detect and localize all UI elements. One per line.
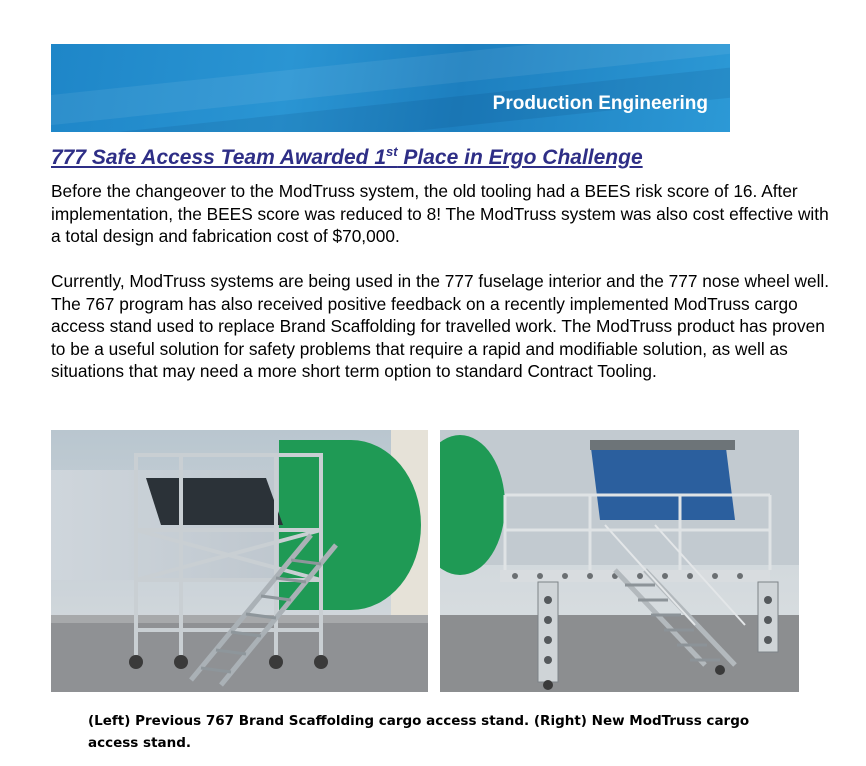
photo-caption: (Left) Previous 767 Brand Scaffolding cargo access stand. (Right) New ModTruss cargo access stand.	[88, 713, 750, 751]
headline-rest: Place in Ergo Challenge	[397, 146, 643, 169]
header-banner	[51, 44, 730, 132]
paragraph-bees-score: Before the changeover to the ModTruss system, the old tooling had a BEES risk score of 16. After implementation, the BEES score was reduced to 8! The ModTruss system was also cost effective with a total design and fabrication cost of $70,000.	[51, 181, 829, 246]
paragraph-current-usage: Currently, ModTruss systems are being used in the 777 fuselage interior and the 777 nose wheel well. The 767 program has also received positive feedback on a recently implemented ModTruss cargo access stand used to replace Brand Scaffolding for travelled work. The ModTruss product has proven to be a useful solution for safety problems that require a rapid and modifiable solution, as well as situations that may need a more short term option to standard Contract Tooling.	[51, 271, 830, 381]
photo-modtruss-stand	[440, 430, 799, 692]
banner-title: Production Engineering	[492, 93, 708, 114]
article-headline	[51, 144, 771, 170]
headline-main: 777 Safe Access Team Awarded 1	[51, 146, 387, 169]
photo-brand-scaffolding	[51, 430, 428, 692]
headline-superscript: st	[386, 144, 398, 159]
